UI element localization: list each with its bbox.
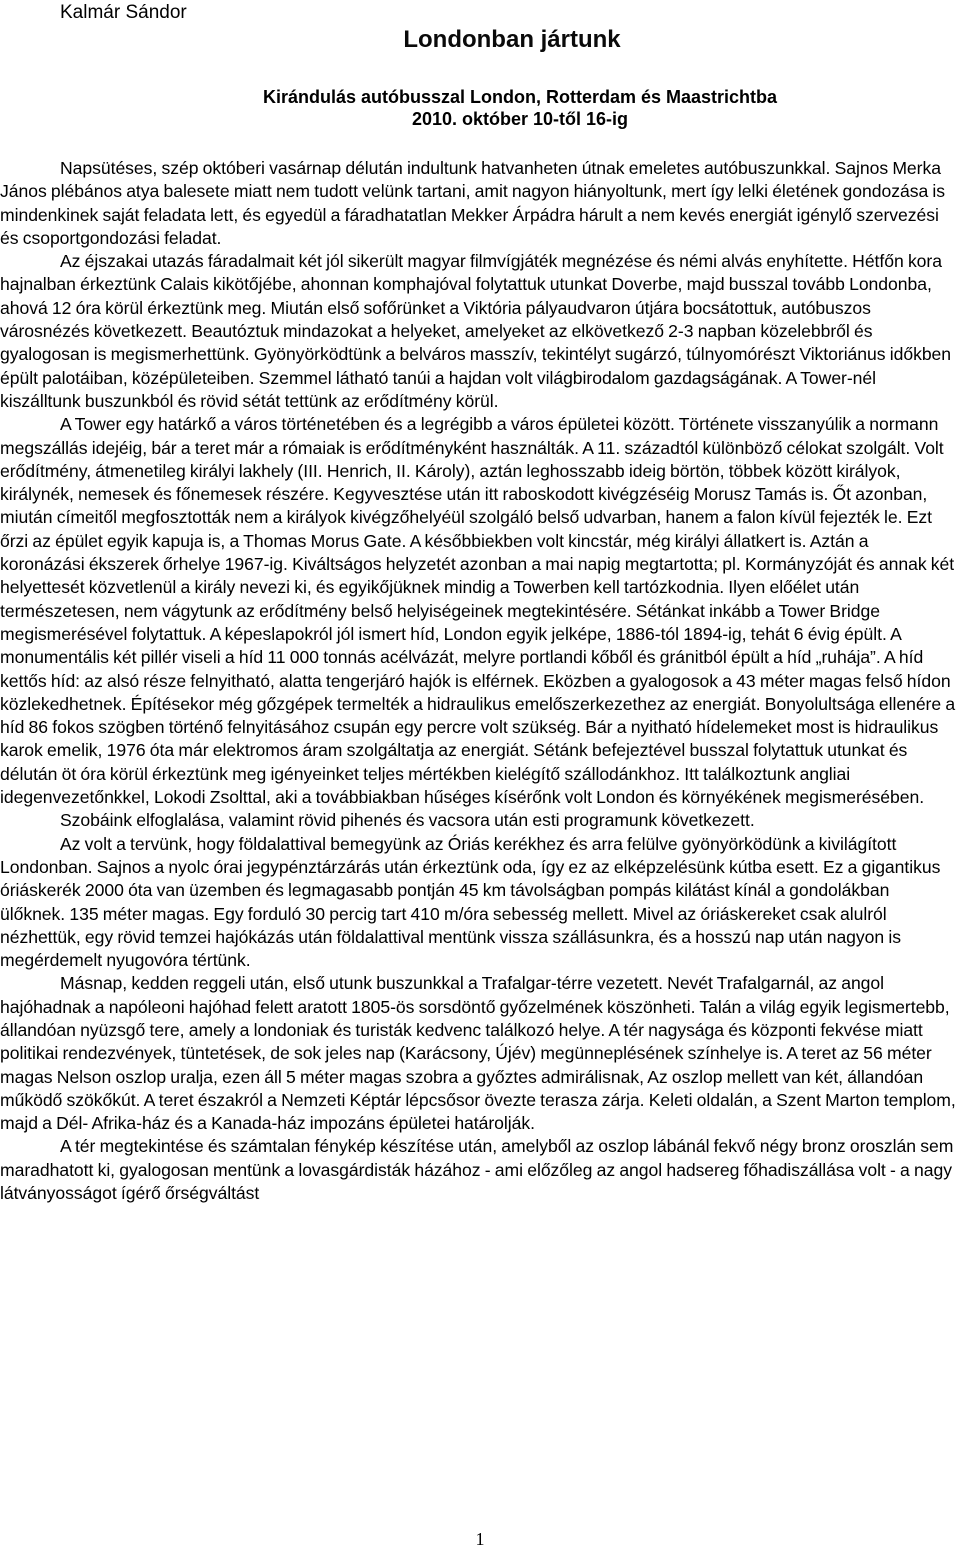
subtitle-trip: Kirándulás autóbusszal London, Rotterdam és Maastrichtba — [262, 87, 778, 107]
paragraph-1: Napsütéses, szép októberi vasárnap délután indultunk hatvanheten útnak emeletes autóbuszunkkal. Sajnos Merka János plébános atya balesete miatt nem tudott velünk tartani, amit nagyon hiányoltunk, mert így lelki életének gondozása is mindenkinek saját feladata lett, és egyedül a fáradhatatlan Mekker Árpádra hárult a nem kevés energiát igénylő szervezési és csoportgondozási feladat. — [0, 158, 946, 248]
paragraph-2: Az éjszakai utazás fáradalmait két jól sikerült magyar filmvígjáték megnézése és némi alvás enyhítette. Hétfőn kora hajnalban érkeztünk Calais kikötőjébe, ahonnan komphajóval folytattuk utunkat Doverbe, majd busszal tovább Londonba, ahová 12 óra körül érkeztünk meg. Miután első sofőrünket a Viktória pályaudvaron útjára bocsátottuk, autóbuszos városnézés következett. Beautóztuk mindazokat a helyeket, amelyeket az elkövetkező 2-3 napban közelebbről és gyalogosan is megismerhettünk. Gyönyörködtünk a belváros masszív, tekintélyt sugárzó, túlnyomórészt Viktoriánus időkben épült palotáiban, középületeiben. Szemmel látható tanúi a hajdan volt világbirodalom gazdagságának. A Tower-nél kiszálltunk buszunkból és rövid sétát tettünk az erődítmény körül. — [0, 251, 952, 411]
author-name: Kalmár Sándor — [60, 2, 187, 23]
paragraph-5: Az volt a tervünk, hogy földalattival bemegyünk az Óriás kerékhez és arra felülve gyönyörködünk a kivilágított Londonban. Sajnos a nyolc órai jegypénztárzárás után érkeztünk oda, így ez az elképzelésünk kútba esett. Ez a gigantikus óriáskerék 2000 óta van üzemben és legmagasabb pontján 45 km távolságban pompás kilátást kínál a gondolákban ülőknek. 135 méter magas. Egy forduló 30 percig tart 410 m/óra sebesség mellett. Mivel az óriáskereket csak alulról nézhettük, egy rövid temzei hajókázás után földalattival mentünk vissza szállásunkra, és a hosszú nap után nagyon is megérdemelt nyugovóra tértünk. — [0, 833, 941, 971]
paragraph-4: Szobáink elfoglalása, valamint rövid pihenés és vacsora után esti programunk következett. — [60, 810, 755, 831]
paragraph-7: A tér megtekintése és számtalan fénykép készítése után, amelyből az oszlop lábánál fekvő négy bronz oroszlán sem maradhatott ki, gyalogosan mentünk a lovasgárdisták házához - ami előzőleg az angol hadsereg főhadiszállása volt - a nagy látványosságot ígérő őrségváltást — [0, 1136, 954, 1204]
paragraph-3: A Tower egy határkő a város történetében és a legrégibb a város épületei között. Története visszanyúlik a normann megszállás idejéig, bár a teret már a rómaiak is erődítményként használták. A 11. századtól különböző célokat szolgált. Volt erődítmény, átmenetileg királyi lakhely (III. Henrich, II. Károly), aztán leghosszabb ideig börtön, többek között királyok, királynék, nemesek és főnemesek részére. Kegyvesztése után itt raboskodott kivégzéséig Morusz Tamás is. Őt azonban, miután címeitől megfosztották nem a királyok kivégzőhelyéül szolgáló belső udvarban, hanem a falon kívül fejezték le. Ezt őrzi az épület egyik kapuja is, a Thomas Morus Gate. A későbbiekben volt kincstár, még királyi állatkert is. Aztán a koronázási ékszerek őrhelye 1967-ig. Kiváltságos helyzetét azonban a mai napig megtartotta; pl. Kormányzóját és annak két helyettesét közvetlenül a király nevezi ki, és egyikőjüknek mindig a Towerben kell tartózkodnia. Ilyen előélet után természetesen, nem vágytunk az erődítmény belső helyiségeinek megtekintésére. Sétánkat inkább a Tower Bridge megismerésével folytattuk. A képeslapokról jól ismert híd, London egyik jelképe, 1886-tól 1894-ig, tehát 6 évig épült. A monumentális két pillér viseli a híd 11 000 tonnás acélvázát, melyre portlandi kőből és gránitból épült a híd „ruhája”. A híd kettős híd: az alsó része felnyitható, alatta tengerjáró hajók is elférnek. Eközben a gyalogosok a 43 méter magas felső hídon közlekedhetnek. Építésekor még gőzgépek termelték a hidraulikus emelőszerkezethez az energiát. Bonyolultsága ellenére a híd 86 fokos szögben történő felnyitásához csupán egy percre volt szükség. Bár a nyitható hídelemeket most is hidraulikus karok emelik, 1976 óta már elektromos áram szolgáltatja az energiát. Sétánk befejeztével busszal folytattuk utunkat és délután öt óra körül érkeztünk meg igényeinket teljes mértékben kielégítő szállodánkhoz. Itt találkoztunk angliai idegenvezetőnkkel, Lokodi Zsolttal, aki a továbbiakban hűséges kísérőnk volt London és környékének megismerésében. — [0, 414, 956, 808]
page-title: Londonban jártunk — [403, 26, 621, 53]
subtitle-dates: 2010. október 10-től 16-ig — [411, 109, 629, 129]
article-body — [0, 157, 957, 1205]
paragraph-6: Másnap, kedden reggeli után, első utunk buszunkkal a Trafalgar-térre vezetett. Nevét Trafalgarnál, az angol hajóhadnak a napóleoni hajóhad felett aratott 1805-ös sorsdöntő győzelmének köszönheti. Talán a világ egyik legismertebb, állandóan nyüzsgő tere, amely a londoniak és turisták kedvenc találkozó helye. A tér nagysága és központi fekvése miatt politikai rendezvények, tüntetések, de sok jeles nap (Karácsony, Újév) megünneplésének színhelye is. A teret az 56 méter magas Nelson oszlop uralja, ezen áll 5 méter magas szobra a győztes admirálisnak, Az oszlop mellett van két, állandóan működő szökőkút. A teret északról a Nemzeti Képtár lépcsősor övezte terasza zárja. Keleti oldalán, a Szent Marton templom, majd a Dél- Afrika-ház és a Kanada-ház impozáns épületei határolják. — [0, 973, 956, 1134]
page-number: 1 — [475, 1529, 485, 1549]
